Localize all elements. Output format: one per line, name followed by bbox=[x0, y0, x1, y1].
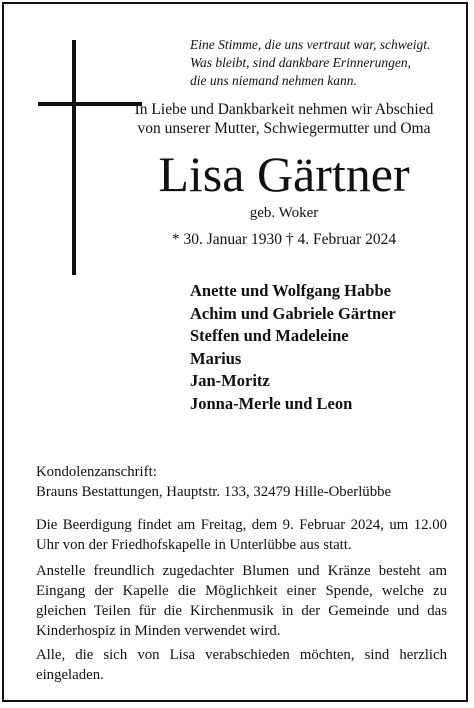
mourner-entry: Jan-Moritz bbox=[190, 371, 270, 390]
mourners-list bbox=[190, 280, 450, 415]
mourner-entry: Achim und Gabriele Gärtner bbox=[190, 303, 396, 323]
birth-name: geb. Woker bbox=[249, 205, 319, 221]
farewell-intro bbox=[114, 100, 454, 138]
closing-paragraph: Alle, die sich von Lisa verabschieden möchten, sind herzlich eingeladen. bbox=[36, 647, 447, 683]
cross-icon-vertical-bar bbox=[72, 40, 76, 275]
intro-line: In Liebe und Dankbarkeit nehmen wir Abschied bbox=[134, 101, 434, 118]
mourner-entry: Marius bbox=[190, 348, 242, 368]
obituary-notice bbox=[2, 2, 468, 702]
mourner-entry: Jonna-Merle und Leon bbox=[190, 393, 353, 413]
verse-line: Was bleibt, sind dankbare Erinnerungen, bbox=[190, 55, 411, 70]
mourner-entry: Anette und Wolfgang Habbe bbox=[190, 281, 391, 300]
condolence-address: Brauns Bestattungen, Hauptstr. 133, 32479 Hille-Oberlübbe bbox=[36, 484, 392, 500]
condolence-label: Kondolenzanschrift: bbox=[36, 464, 157, 480]
deceased-name: Lisa Gärtner bbox=[158, 146, 410, 202]
mourner-entry: Steffen und Madeleine bbox=[190, 326, 349, 345]
verse-line: Eine Stimme, die uns vertraut war, schweigt. bbox=[190, 37, 431, 52]
condolence-address-block bbox=[36, 462, 447, 502]
donation-paragraph: Anstelle freundlich zugedachter Blumen und Kränze besteht am Eingang der Kapelle die Möglichkeit einer Spende, welche zu gleichen Teilen für die Kirchenmusik in der Gemeinde und das Kinderhospiz in Minden verwendet wird. bbox=[36, 563, 447, 639]
memorial-verse bbox=[190, 36, 450, 90]
verse-line: die uns niemand nehmen kann. bbox=[190, 73, 357, 88]
intro-line: von unserer Mutter, Schwiegermutter und Oma bbox=[137, 120, 431, 137]
burial-paragraph: Die Beerdigung findet am Freitag, dem 9. Februar 2024, um 12.00 Uhr von der Friedhofskapelle in Unterlübbe aus statt. bbox=[36, 517, 447, 553]
life-dates: * 30. Januar 1930 † 4. Februar 2024 bbox=[171, 231, 397, 248]
